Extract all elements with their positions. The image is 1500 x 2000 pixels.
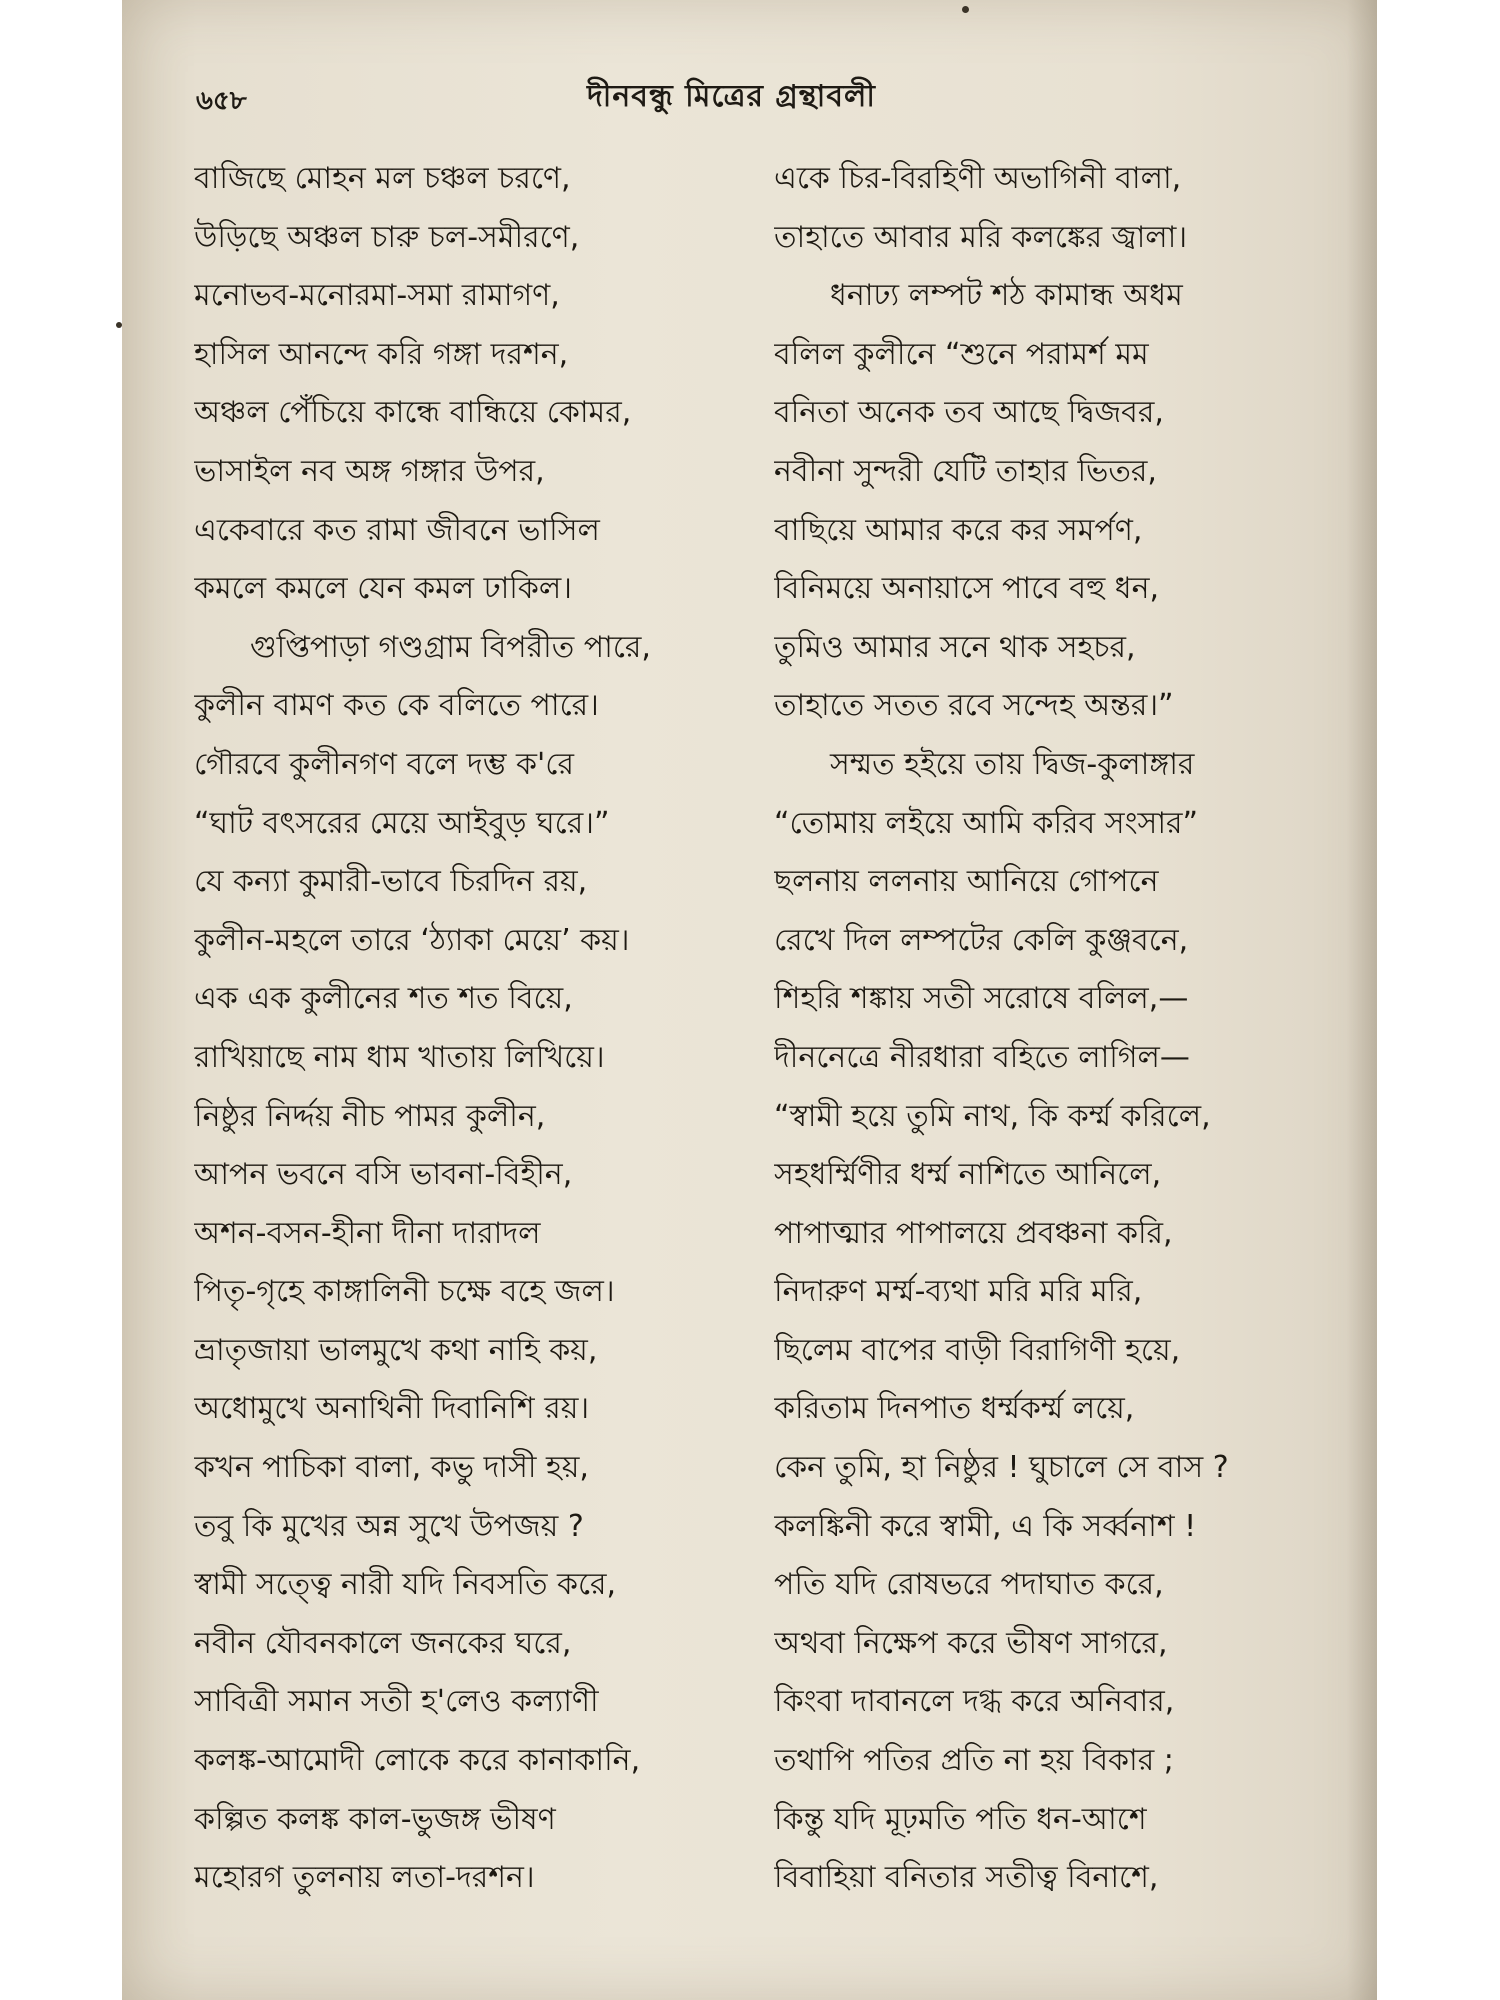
verse-line: কলঙ্কিনী করে স্বামী, এ কি সর্ব্বনাশ ! [774,1508,1197,1544]
verse-line: আপন ভবনে বসি ভাবনা-বিহীন, [194,1157,573,1193]
verse-line: বাছিয়ে আমার করে কর সমর্পণ, [774,512,1143,548]
verse-line: গুপ্তিপাড়া গণ্ডগ্রাম বিপরীত পারে, [250,629,651,665]
verse-line: নবীনা সুন্দরী যেটি তাহার ভিতর, [774,453,1157,489]
verse-line: সাবিত্রী সমান সতী হ'লেও কল্যাণী [194,1684,599,1720]
verse-line: একে চির-বিরহিণী অভাগিনী বালা, [774,161,1182,196]
verse-line: রেখে দিল লম্পটের কেলি কুঞ্জবনে, [774,922,1189,958]
book-page [122,0,1377,2000]
verse-line: ভাসাইল নব অঙ্গ গঙ্গার উপর, [194,453,545,489]
right-column [774,150,1354,1908]
verse-line: “তোমায় লইয়ে আমি করিব সংসার” [774,805,1199,841]
verse-line: উড়িছে অঞ্চল চারু চল-সমীরণে, [194,219,580,255]
verse-line: বিনিময়ে অনায়াসে পাবে বহু ধন, [774,571,1160,607]
verse-line: বিবাহিয়া বনিতার সতীত্ব বিনাশে, [774,1860,1159,1896]
verse-line: শিহরি শঙ্কায় সতী সরোষে বলিল,— [774,981,1189,1017]
book-title: দীনবন্ধু মিত্রের গ্রন্থাবলী [587,79,876,114]
verse-line: তাহাতে সতত রবে সন্দেহ অন্তর।” [774,688,1174,724]
verse-line: অধোমুখে অনাথিনী দিবানিশি রয়। [194,1391,590,1427]
verse-line: অশন-বসন-হীনা দীনা দারাদল [194,1215,541,1251]
verse-line: তাহাতে আবার মরি কলঙ্কের জ্বালা। [774,219,1188,255]
verse-line: তবু কি মুখের অন্ন সুখে উপজয় ? [194,1508,584,1544]
verse-line: কলঙ্ক-আমোদী লোকে করে কানাকানি, [194,1743,641,1779]
verse-line: অঞ্চল পেঁচিয়ে কান্ধে বান্ধিয়ে কোমর, [194,395,632,431]
verse-line: তথাপি পতির প্রতি না হয় বিকার ; [774,1743,1174,1779]
verse-line: যে কন্যা কুমারী-ভাবে চিরদিন রয়, [194,864,588,900]
verse-line: ছিলেম বাপের বাড়ী বিরাগিণী হয়ে, [774,1332,1181,1368]
left-column [194,150,754,1908]
verse-line: বাজিছে মোহন মল চঞ্চল চরণে, [194,161,571,196]
verse-line: একেবারে কত রামা জীবনে ভাসিল [194,512,600,548]
verse-line: কল্পিত কলঙ্ক কাল-ভুজঙ্গ ভীষণ [194,1801,556,1837]
verse-line: নিদারুণ মর্ম্ম-ব্যথা মরি মরি মরি, [774,1274,1143,1310]
verse-line: স্বামী সত্ত্বে নারী যদি নিবসতি করে, [194,1567,617,1603]
verse-line: “ঘাট বৎসরের মেয়ে আইবুড় ঘরে।” [194,805,610,841]
verse-line: নিষ্ঠুর নির্দ্দয় নীচ পামর কুলীন, [194,1098,546,1134]
verse-line: কখন পাচিকা বালা, কভু দাসী হয়, [194,1450,589,1486]
verse-line: নবীন যৌবনকালে জনকের ঘরে, [194,1625,572,1661]
verse-line: করিতাম দিনপাত ধর্ম্মকর্ম্ম লয়ে, [774,1391,1135,1427]
verse-line: পতি যদি রোষভরে পদাঘাত করে, [774,1567,1164,1603]
verse-line: কুলীন বামণ কত কে বলিতে পারে। [194,688,599,724]
verse-line: কমলে কমলে যেন কমল ঢাকিল। [194,571,572,607]
verse-line: হাসিল আনন্দে করি গঙ্গা দরশন, [194,336,569,372]
verse-line: তুমিও আমার সনে থাক সহচর, [774,629,1136,665]
verse-line: ধনাঢ্য লম্পট শঠ কামান্ধ অধম [830,278,1183,314]
verse-line: রাখিয়াছে নাম ধাম খাতায় লিখিয়ে। [194,1039,605,1075]
verse-line: দীননেত্রে নীরধারা বহিতে লাগিল— [774,1039,1190,1075]
verse-line: পিতৃ-গৃহে কাঙ্গালিনী চক্ষে বহে জল। [194,1274,615,1310]
verse-line: গৌরবে কুলীনগণ বলে দম্ভ ক'রে [194,746,574,782]
verse-line: “স্বামী হয়ে তুমি নাথ, কি কর্ম্ম করিলে, [774,1098,1211,1134]
verse-line: কিন্তু যদি মূঢ়মতি পতি ধন-আশে [774,1801,1147,1837]
ink-speck [962,6,969,13]
verse-line: ভ্রাতৃজায়া ভালমুখে কথা নাহি কয়, [194,1332,598,1368]
verse-line: ছলনায় ললনায় আনিয়ে গোপনে [774,864,1159,900]
verse-line: বলিল কুলীনে “শুনে পরামর্শ মম [774,336,1149,372]
verse-line: বনিতা অনেক তব আছে দ্বিজবর, [774,395,1164,431]
verse-line: কেন তুমি, হা নিষ্ঠুর ! ঘুচালে সে বাস ? [774,1450,1229,1486]
verse-line: কুলীন-মহলে তারে ‘ঠ্যাকা মেয়ে’ কয়। [194,922,630,958]
verse-line: মহোরগ তুলনায় লতা-দরশন। [194,1860,535,1896]
verse-line: সম্মত হইয়ে তায় দ্বিজ-কুলাঙ্গার [830,746,1195,782]
verse-line: কিংবা দাবানলে দগ্ধ করে অনিবার, [774,1684,1175,1720]
verse-line: মনোভব-মনোরমা-সমা রামাগণ, [194,278,560,314]
running-header [122,72,1377,116]
verse-line: পাপাত্মার পাপালয়ে প্রবঞ্চনা করি, [774,1215,1173,1251]
page-number: ৬৫৮ [196,86,247,116]
verse-line: সহধর্ম্মিণীর ধর্ম্ম নাশিতে আনিলে, [774,1157,1162,1193]
verse-line: এক এক কুলীনের শত শত বিয়ে, [194,981,573,1017]
ink-speck [116,322,122,328]
verse-line: অথবা নিক্ষেপ করে ভীষণ সাগরে, [774,1625,1168,1661]
